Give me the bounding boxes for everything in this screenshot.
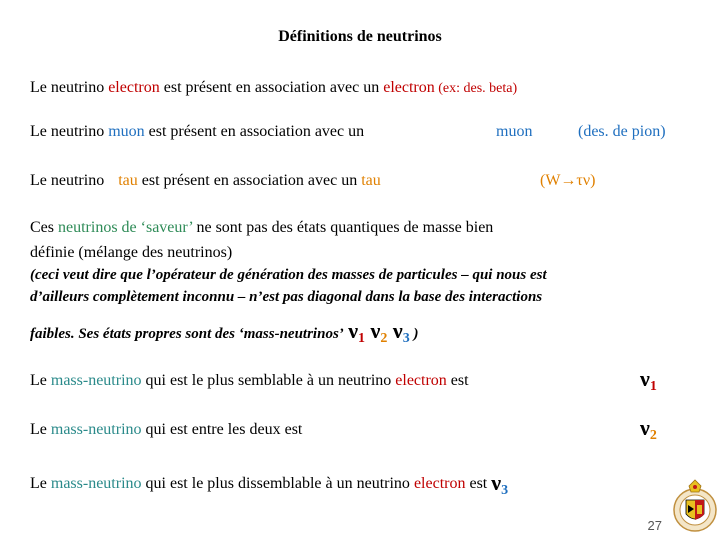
mass-neutrino-word: mass-neutrino [50,475,142,492]
nu-symbol: ν [370,318,381,343]
text: faibles. Ses états propres sont des ‘mass-neutrinos’ [30,326,344,342]
mass-neutrino-word: mass-neutrino [50,372,142,389]
flavour-para-line1 [30,219,493,237]
nu-symbol: ν [348,318,359,343]
text: ne sont pas des états quantiques de masse bien [192,219,494,236]
subscript: 1 [358,331,366,346]
operator-para-line3 [30,318,418,347]
page-title: Définitions de neutrinos [278,28,442,45]
tau-word: tau [361,172,381,189]
electron-word: electron [395,372,447,389]
tau-word: tau [118,172,138,189]
text: Le [30,372,51,389]
subscript: 3 [501,483,509,498]
nu1-symbol [640,366,657,395]
w-decay-note: (W→τν) [540,172,596,189]
text: Ces [30,219,58,236]
subscript: 2 [380,331,388,346]
subscript: 1 [649,379,657,394]
text: qui est le plus dissemblable à un neutrino [141,475,414,492]
electron-word: electron [413,475,466,492]
text: est [465,475,492,492]
nu-symbol: ν [491,470,502,495]
electron-word: electron [383,79,435,96]
tau-neutrino-line [30,172,381,190]
nu-symbol: ν [392,318,403,343]
text: est présent en association avec un [144,123,365,140]
nu2-symbol [640,415,657,444]
text: qui est le plus semblable à un neutrino [141,372,396,389]
page-number: 27 [647,518,662,533]
pion-note: (des. de pion) [578,123,666,140]
electron-neutrino-line [30,79,517,97]
text: ) [413,326,419,342]
subscript: 2 [649,428,657,443]
text: qui est entre les deux est [141,421,303,438]
text: est [446,372,469,389]
text: est présent en association avec un [159,79,384,96]
electron-word: electron [108,79,160,96]
mass-neutrino-3-line [30,468,508,497]
text: Le neutrino [30,172,109,189]
muon-word: muon [108,123,145,140]
mass-neutrino-1-line [30,372,469,390]
operator-para-line1: (ceci veut dire que l’opérateur de génération des masses de particules – qui nous est [30,267,547,283]
text: Le neutrino [30,79,109,96]
flavour-neutrinos: neutrinos de ‘saveur’ [58,219,193,236]
example-note: (ex: des. beta) [434,81,518,96]
nu-symbol: ν [640,415,650,440]
nu-symbol: ν [640,366,650,391]
text: est présent en association avec un [137,172,362,189]
university-seal-icon [672,478,718,536]
muon-word: muon [496,123,533,140]
mass-neutrino-2-line [30,421,302,439]
text: Le [30,421,51,438]
mass-neutrino-word: mass-neutrino [50,421,142,438]
muon-neutrino-line [30,123,364,141]
flavour-para-line2: définie (mélange des neutrinos) [30,244,233,261]
text: Le neutrino [30,123,109,140]
subscript: 3 [402,331,410,346]
text: Le [30,475,51,492]
operator-para-line2: d’ailleurs complètement inconnu – n’est pas diagonal dans la base des interactions [30,289,543,305]
